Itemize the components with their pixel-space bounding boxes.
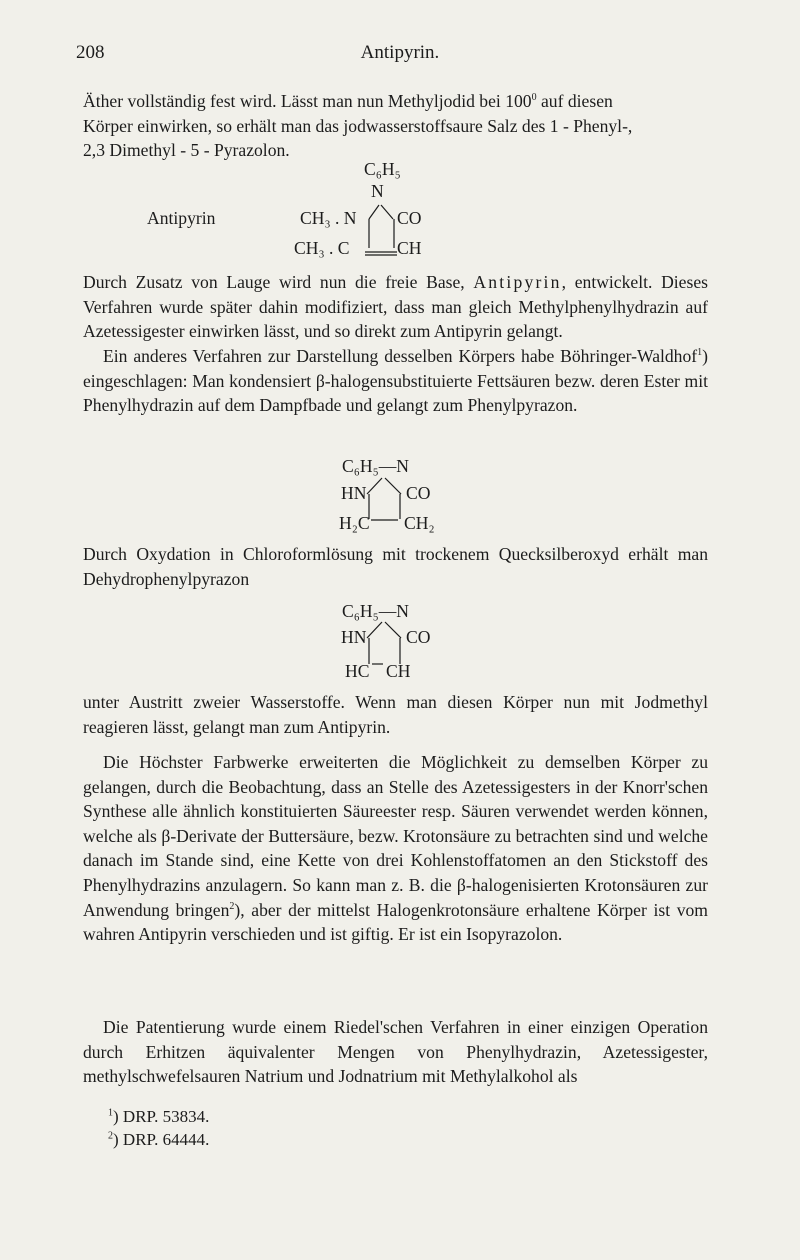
formula1-left-mid: CH₃ . N (300, 208, 357, 228)
paragraph-5 (83, 690, 708, 739)
formula2-left-mid: HN (341, 483, 367, 503)
para1-line3: 2,3 Dimethyl - 5 - Pyrazolon. (83, 140, 290, 161)
para6-end: ), aber der mittelst Halogenkrotonsäure erhaltene Körper ist vom wahren Antipyrin verschieden und ist giftig. Er ist ein Isopyrazolon. (83, 899, 708, 945)
para4-text: Durch Oxydation in Chloroformlösung mit trockenem Quecksilberoxyd erhält man Dehydrophenylpyrazon (83, 544, 708, 589)
para1-line1: Äther vollständig fest wird. Lässt man nun Methyljodid bei 100 (83, 91, 532, 111)
formula2-right-bottom: CH₂ (404, 513, 435, 533)
page-number: 208 (76, 42, 105, 63)
formula1-top: C₆H₅ (364, 159, 401, 179)
footnote-1-mark: 1 (108, 1107, 113, 1119)
formula1-label: Antipyrin (147, 208, 216, 228)
para7-text: Die Patentierung wurde einem Riedel'schen Verfahren in einer einzigen Operation durch Erhitzen äquivalenter Mengen von Phenylhydrazin, Azetessigester, methylschwefelsauren Natrium und Jodnatrium mit Methylalkohol als (83, 1017, 708, 1087)
formula3-right-mid: CO (406, 627, 431, 647)
formula2-right-mid: CO (406, 483, 431, 503)
para2-end: , entwickelt. Dieses Verfahren wurde später dahin modifiziert, dass man gleich Methylphenylhydrazin auf Azetessigester einwirken lässt, und so direkt zum Antipyrin gelangt. (83, 272, 708, 342)
antipyrin-spaced: Antipyrin (473, 272, 562, 292)
footnote-1-text: ) DRP. 53834. (113, 1107, 210, 1126)
formula1-right-bottom: CH (397, 238, 422, 258)
formula3-right-bottom: CH (386, 661, 411, 681)
formula1-left-bottom: CH₃ . C (294, 238, 350, 258)
degree-mark: 0 (531, 92, 537, 104)
para1-line1-end: auf diesen (536, 91, 613, 111)
paragraph-6 (83, 750, 708, 947)
footnote-2 (108, 1129, 209, 1151)
para3-start: Ein anderes Verfahren zur Darstellung desselben Körpers habe Böhringer-Waldhof (103, 346, 698, 366)
formula3-left-bottom: HC (345, 661, 370, 681)
para6-text: Die Höchster Farbwerke erweiterten die Möglichkeit zu demselben Körper zu gelangen, durch die Beobachtung, dass an Stelle des Azetessigesters in der Knorr'schen Synthese alle ähnlich konstituierten Säureester resp. Säuren verwendet werden können, welche als β-Derivate der Buttersäure, bezw. Krotonsäure zu betrachten sind und welche danach im Stande sind, eine Kette von drei Kohlenstoffatomen an den Stickstoff des Phenylhydrazins anzulagern. So kann man z. B. die β-halogenisierten Krotonsäuren zur Anwendung bringen (83, 752, 708, 920)
para2-start: Durch Zusatz von Lauge wird nun die freie Base, (83, 272, 474, 292)
paragraph-7 (83, 1015, 708, 1089)
formula3-left-mid: HN (341, 627, 367, 647)
formula3-top: C₆H₅—N (342, 601, 410, 621)
para3-end: ) eingeschlagen: Man kondensiert β-halogensubstituierte Fettsäuren bezw. deren Ester mit Phenylhydrazin auf dem Dampfbade und gelangt zum Phenylpyrazon. (83, 346, 708, 416)
formula2-left-bottom: H₂C (339, 513, 370, 533)
footnote-1 (108, 1106, 209, 1128)
footnote-2-text: ) DRP. 64444. (113, 1130, 210, 1149)
running-title: Antipyrin. (360, 42, 440, 63)
para5-text: unter Austritt zweier Wasserstoffe. Wenn man diesen Körper nun mit Jodmethyl reagieren lässt, gelangt man zum Antipyrin. (83, 692, 708, 737)
footnote-ref-1: 1 (697, 347, 703, 359)
para1-line2: Körper einwirken, so erhält man das jodwasserstoffsaure Salz des 1 - Phenyl-, (83, 115, 633, 136)
footnote-2-mark: 2 (108, 1130, 113, 1142)
footnote-ref-2: 2 (229, 900, 235, 912)
formula1-right-mid: CO (397, 208, 422, 228)
formula1-n: N (371, 181, 384, 201)
formula2-top: C₆H₅—N (342, 456, 410, 476)
